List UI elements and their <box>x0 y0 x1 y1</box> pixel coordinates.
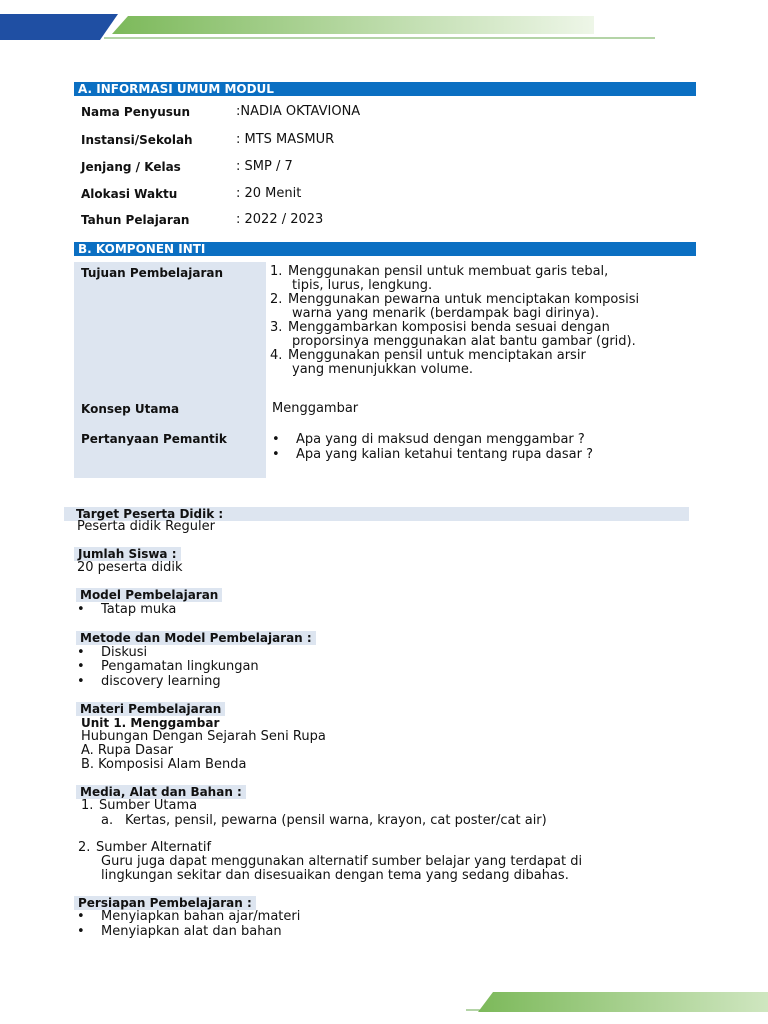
label-nama-penyusun: Nama Penyusun <box>81 105 190 119</box>
value-alokasi: : 20 Menit <box>236 186 302 201</box>
header-green-band <box>112 16 594 34</box>
label-pertanyaan: Pertanyaan Pemantik <box>81 432 227 446</box>
metode-heading: Metode dan Model Pembelajaran : <box>76 631 316 645</box>
tujuan-item: 1. Menggunakan pensil untuk membuat garis tebal, tipis, lurus, lengkung. <box>270 264 609 293</box>
jumlah-heading: Jumlah Siswa : <box>74 547 181 561</box>
model-item: • Tatap muka <box>77 602 177 617</box>
header-decoration <box>0 0 768 48</box>
metode-item: • discovery learning <box>77 674 221 689</box>
persiapan-heading: Persiapan Pembelajaran : <box>74 896 256 910</box>
value-tahun: : 2022 / 2023 <box>236 212 324 227</box>
pertanyaan-item: • Apa yang kalian ketahui tentang rupa dasar ? <box>272 447 593 462</box>
media-sumber-utama-item: a. Kertas, pensil, pewarna (pensil warna, krayon, cat poster/cat air) <box>101 813 547 828</box>
materi-heading: Materi Pembelajaran <box>76 702 225 716</box>
target-heading: Target Peserta Didik : <box>64 507 689 521</box>
materi-line: B. Komposisi Alam Benda <box>81 757 247 772</box>
metode-item: • Pengamatan lingkungan <box>77 659 259 674</box>
value-instansi: : MTS MASMUR <box>236 132 335 147</box>
metode-item: • Diskusi <box>77 645 148 660</box>
media-sumber-alternatif: 2. Sumber Alternatif <box>78 840 212 855</box>
media-sumber-utama: 1. Sumber Utama <box>81 798 198 813</box>
media-heading: Media, Alat dan Bahan : <box>76 785 246 799</box>
materi-unit: Unit 1. Menggambar <box>81 716 220 730</box>
tujuan-item: 3. Menggambarkan komposisi benda sesuai dengan proporsinya menggunakan alat bantu gambar (grid). <box>270 320 636 349</box>
persiapan-item: • Menyiapkan bahan ajar/materi <box>77 909 301 924</box>
materi-line: Hubungan Dengan Sejarah Seni Rupa <box>81 729 326 744</box>
label-instansi: Instansi/Sekolah <box>81 133 193 147</box>
footer-green-band <box>478 992 768 1012</box>
persiapan-item: • Menyiapkan alat dan bahan <box>77 924 282 939</box>
value-konsep: Menggambar <box>272 401 359 416</box>
label-jenjang: Jenjang / Kelas <box>81 160 181 174</box>
tujuan-item: 4. Menggunakan pensil untuk menciptakan arsir yang menunjukkan volume. <box>270 348 586 377</box>
media-alternatif-text: Guru juga dapat menggunakan alternatif sumber belajar yang terdapat di <box>101 854 583 869</box>
section-a-heading: A. INFORMASI UMUM MODUL <box>74 82 696 96</box>
tujuan-list <box>270 265 696 377</box>
label-alokasi: Alokasi Waktu <box>81 187 178 201</box>
footer-decoration <box>0 984 768 1024</box>
section-b-heading: B. KOMPONEN INTI <box>74 242 696 256</box>
target-value: Peserta didik Reguler <box>77 519 215 534</box>
label-tahun: Tahun Pelajaran <box>81 213 190 227</box>
tujuan-item: 2. Menggunakan pewarna untuk menciptakan komposisi warna yang menarik (berdampak bagi dirinya). <box>270 292 640 321</box>
model-heading: Model Pembelajaran <box>76 588 222 602</box>
materi-line: A. Rupa Dasar <box>81 743 174 758</box>
jumlah-value: 20 peserta didik <box>77 560 183 575</box>
header-blue-band <box>0 14 118 40</box>
value-jenjang: : SMP / 7 <box>236 159 293 174</box>
value-nama-penyusun: :NADIA OKTAVIONA <box>236 104 361 119</box>
pertanyaan-item: • Apa yang di maksud dengan menggambar ? <box>272 432 585 447</box>
label-tujuan: Tujuan Pembelajaran <box>81 266 224 280</box>
media-alternatif-text: lingkungan sekitar dan disesuaikan dengan tema yang sedang dibahas. <box>101 868 569 883</box>
label-konsep: Konsep Utama <box>81 402 180 416</box>
